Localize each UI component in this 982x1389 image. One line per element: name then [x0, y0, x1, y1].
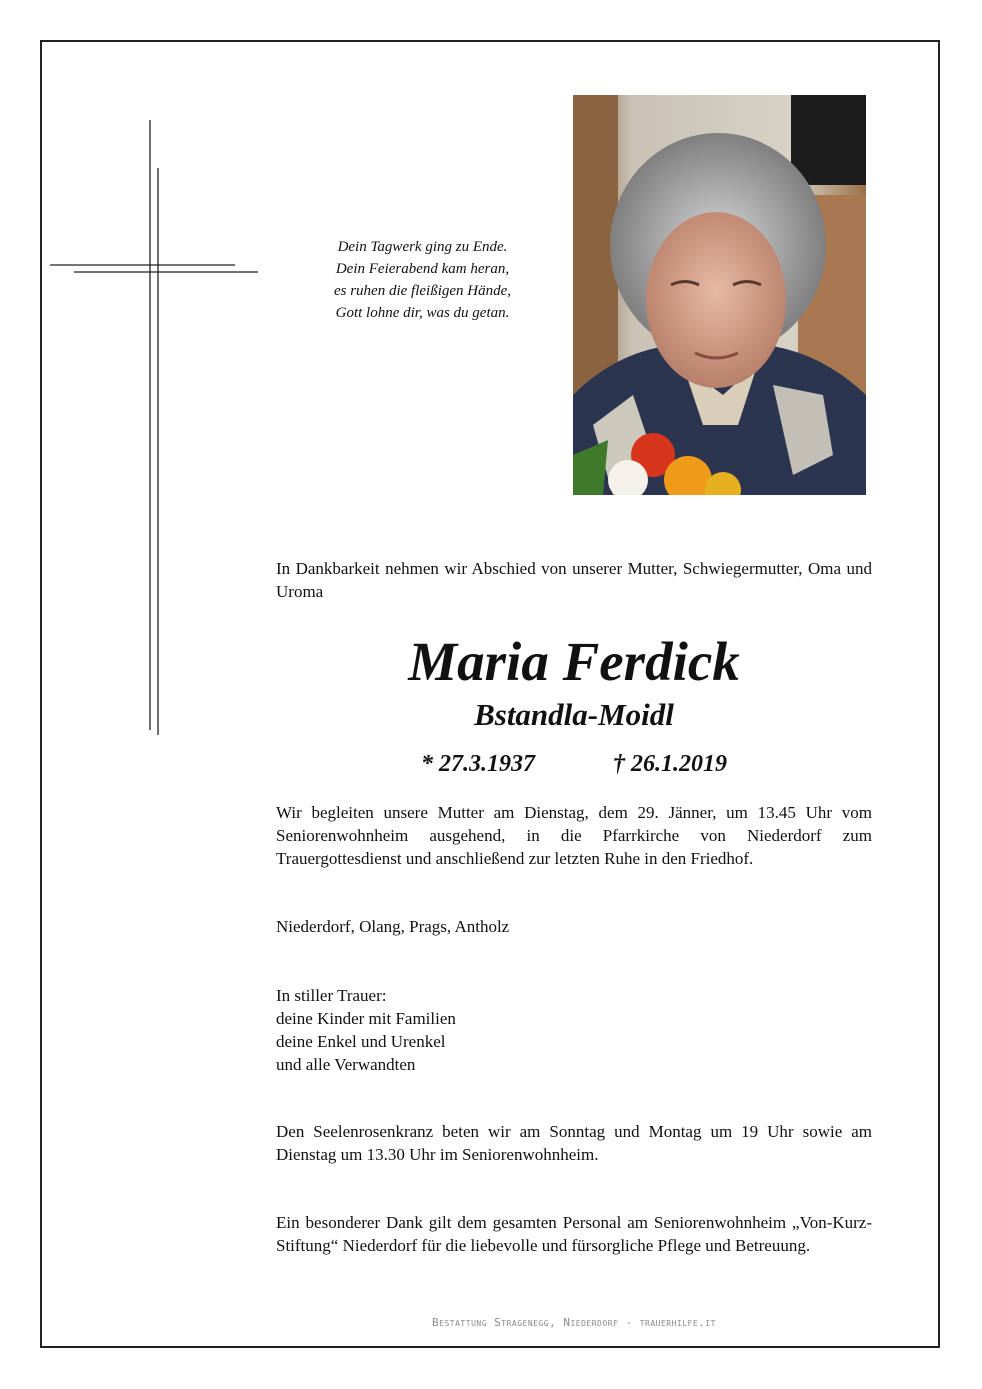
funeral-announcement: Wir begleiten unsere Mutter am Dienstag, dem 29. Jänner, um 13.45 Uhr vom Seniorenwohnheim ausgehend, in die Pfarrkirche von Niederdorf zum Trauergottesdienst und anschließend zur letzten Ruhe in den Friedhof. — [276, 803, 872, 868]
rosary-text: Den Seelenrosenkranz beten wir am Sonntag und Montag um 19 Uhr sowie am Dienstag um 13.30 Uhr im Seniorenwohnheim. — [276, 1122, 872, 1164]
memorial-poem — [300, 236, 545, 324]
intro-text: In Dankbarkeit nehmen wir Abschied von unserer Mutter, Schwiegermutter, Oma und Uroma — [276, 559, 872, 601]
places-line: Niederdorf, Olang, Prags, Antholz — [276, 917, 510, 936]
portrait-photo — [573, 95, 866, 495]
thanks-text: Ein besonderer Dank gilt dem gesamten Personal am Seniorenwohnheim „Von-Kurz-Stiftung“ Niederdorf für die liebevolle und fürsorgliche Pflege und Betreuung. — [276, 1213, 872, 1255]
poem-line: Dein Feierabend kam heran, — [335, 261, 510, 277]
cross-icon — [50, 120, 260, 735]
death-date: † 26.1.2019 — [613, 751, 727, 777]
mourners-list — [276, 984, 872, 1076]
deceased-name: Maria Ferdick — [408, 631, 740, 692]
mourners-line: In stiller Trauer: — [276, 986, 387, 1005]
poem-line: Dein Tagwerk ging zu Ende. — [337, 239, 508, 255]
poem-line: Gott lohne dir, was du getan. — [335, 305, 510, 321]
birth-date: * 27.3.1937 — [421, 751, 535, 777]
mourners-line: deine Kinder mit Familien — [276, 1009, 456, 1028]
poem-line: es ruhen die fleißigen Hände, — [333, 283, 512, 299]
footer-credit: Bestattung Stragenegg, Niederdorf - trauerhilfe.it — [432, 1316, 716, 1329]
mourners-line: und alle Verwandten — [276, 1055, 416, 1074]
life-dates — [276, 748, 872, 780]
mourners-line: deine Enkel und Urenkel — [276, 1032, 446, 1051]
deceased-nickname: Bstandla-Moidl — [474, 697, 674, 732]
